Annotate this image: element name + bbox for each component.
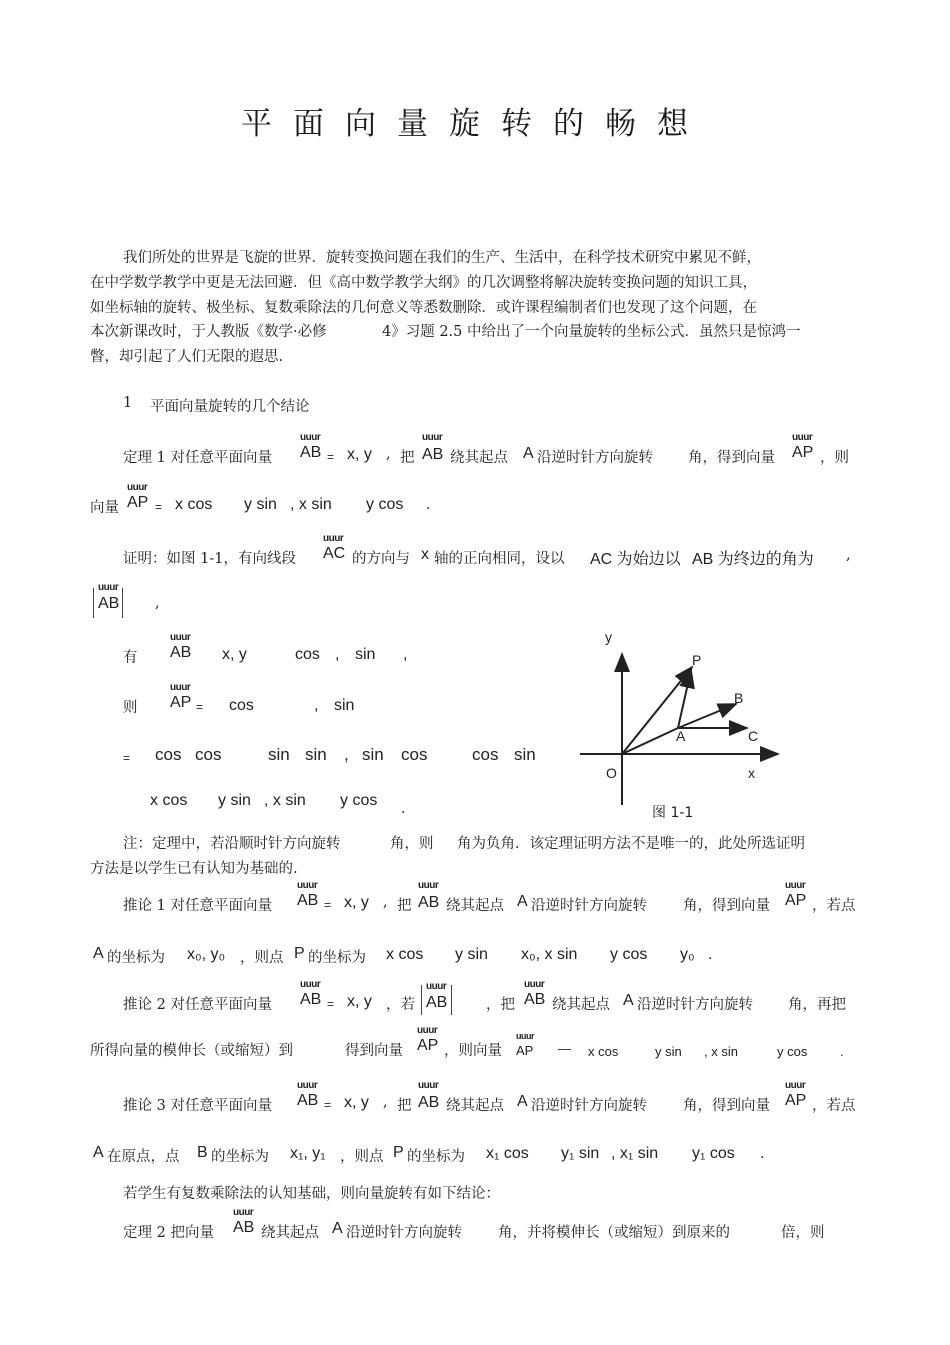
intro-line-4: 本次新课改时，于人教版《数学·必修 xyxy=(90,324,327,340)
comma: , xyxy=(846,547,851,563)
cor1-text: 绕其起点 xyxy=(446,898,504,914)
formula-term: , x₁ sin xyxy=(611,1145,659,1162)
vector-ap: AP xyxy=(785,892,807,909)
cor3-text: ，则点 xyxy=(340,1149,384,1165)
cor2-text: ，若 xyxy=(386,997,415,1013)
formula-term: cos xyxy=(472,745,499,764)
comma: , xyxy=(386,446,391,462)
formula-term: sin xyxy=(514,745,536,764)
label-p: P xyxy=(692,652,702,668)
vector-arrow-mark: uuur xyxy=(300,432,321,443)
period: . xyxy=(426,496,431,513)
figure-1-1 xyxy=(570,620,790,820)
period: . xyxy=(760,1145,765,1162)
intro-line-3: 如坐标轴的旋转、极坐标、复数乘除法的几何意义等悉数删除．或许课程编制者们也发现了这个问题，在 xyxy=(90,300,757,316)
formula-term: , x sin xyxy=(704,1044,738,1059)
cor3-text: 的坐标为 xyxy=(407,1149,465,1165)
point-p: P xyxy=(294,945,305,962)
abs-bar-left xyxy=(93,588,94,618)
formula-term: y cos xyxy=(610,946,648,963)
theorem2-text: 绕其起点 xyxy=(261,1225,319,1241)
vector-ab: AB xyxy=(233,1219,255,1236)
label-x: x xyxy=(748,765,755,781)
theorem1-label: 定理 1 对任意平面向量 xyxy=(123,450,272,466)
vector-ab: AB xyxy=(297,1092,319,1109)
vector-ap: AP xyxy=(127,494,149,511)
formula-term: cos xyxy=(401,745,428,764)
text-ze: 则 xyxy=(123,700,138,716)
proof-text: AC 为始边以 xyxy=(590,551,681,568)
vector-arrow-mark: uuur xyxy=(418,880,439,891)
formula-term: y sin xyxy=(655,1044,682,1059)
cor1-text: 的坐标为 xyxy=(107,950,165,966)
page-title: 平面向量旋转的畅想 xyxy=(241,106,709,142)
text-vector: 向量 xyxy=(90,500,119,516)
vector-ap: AP xyxy=(516,1043,534,1058)
comma: , xyxy=(155,595,160,611)
vector-ap-line xyxy=(678,670,691,728)
vector-arrow-mark: uuur xyxy=(426,981,447,992)
cor2-text: ，把 xyxy=(486,997,515,1013)
vector-arrow-mark: uuur xyxy=(127,482,148,493)
point-a: A xyxy=(517,893,528,910)
point-a: A xyxy=(623,992,634,1009)
label-y: y xyxy=(605,629,612,645)
cor3-text: 的坐标为 xyxy=(211,1149,269,1165)
theorem2-text: 倍，则 xyxy=(781,1225,825,1241)
equals-sign: = xyxy=(123,751,131,765)
note-text: 注：定理中，若沿顺时针方向旋转 xyxy=(123,836,341,852)
coord-xy: x, y xyxy=(347,446,372,463)
vector-ac: AC xyxy=(323,545,346,562)
intro-line-2: 在中学数学教学中更是无法回避．但《高中数学教学大纲》的几次调整将解决旋转变换问题的知识工具， xyxy=(90,275,757,291)
formula-term: , x sin xyxy=(264,792,306,809)
cor1-text: 沿逆时针方向旋转 xyxy=(531,898,647,914)
vector-oa xyxy=(622,728,678,754)
vector-ab: AB xyxy=(300,991,322,1008)
comma: , xyxy=(344,745,349,764)
section-title: 平面向量旋转的几个结论 xyxy=(150,399,310,415)
formula-term: y cos xyxy=(340,792,378,809)
vector-arrow-mark: uuur xyxy=(323,533,344,544)
vector-ab: AB xyxy=(170,644,192,661)
proof-text: AB 为终边的角为 xyxy=(692,551,814,568)
vector-ap: AP xyxy=(170,694,192,711)
equals-sign: = xyxy=(327,997,335,1011)
cor3-text: 绕其起点 xyxy=(446,1098,504,1114)
vector-arrow-mark: uuur xyxy=(516,1031,534,1041)
coord-xy: x, y xyxy=(344,894,369,911)
formula-term: x cos xyxy=(175,496,213,513)
theorem1-text: ，则 xyxy=(820,450,849,466)
formula-term: sin xyxy=(268,745,290,764)
cor3-text: 在原点，点 xyxy=(107,1149,180,1165)
equals-sign: = xyxy=(327,450,335,464)
cor3-text: ，若点 xyxy=(812,1098,856,1114)
formula-term: y₁ sin xyxy=(561,1145,600,1162)
vector-arrow-mark: uuur xyxy=(417,1025,438,1036)
vector-ab: AB xyxy=(426,994,448,1011)
formula-term: y₀ xyxy=(680,946,695,963)
cor1-label: 推论 1 对任意平面向量 xyxy=(123,898,272,914)
cor2-label: 推论 2 对任意平面向量 xyxy=(123,997,272,1013)
formula-term: cos xyxy=(155,745,182,764)
vector-arrow-mark: uuur xyxy=(785,880,806,891)
formula-term: , x sin xyxy=(290,496,332,513)
comma: , xyxy=(314,697,319,714)
label-c: C xyxy=(748,728,759,744)
coord-x1y1: x₁, y₁ xyxy=(290,1145,326,1162)
formula-term: cos xyxy=(295,646,320,663)
comma: , xyxy=(335,646,340,663)
theorem1-text: 角，得到向量 xyxy=(688,450,775,466)
vector-arrow-mark: uuur xyxy=(300,979,321,990)
cor3-label: 推论 3 对任意平面向量 xyxy=(123,1098,272,1114)
point-a: A xyxy=(93,945,104,962)
note-text: 角为负角．该定理证明方法不是唯一的，此处所选证明 xyxy=(457,836,805,852)
label-a: A xyxy=(676,728,686,744)
period: . xyxy=(708,946,713,963)
vector-arrow-mark: uuur xyxy=(170,682,191,693)
point-a: A xyxy=(93,1144,104,1161)
figure-caption: 图 1-1 xyxy=(652,805,694,821)
vector-ab: AB xyxy=(300,444,322,461)
cor2-text: 角，再把 xyxy=(788,997,846,1013)
coord-xy: x, y xyxy=(344,1094,369,1111)
vector-arrow-mark: uuur xyxy=(785,1080,806,1091)
formula-term: y sin xyxy=(455,946,488,963)
cor2-text: ，则向量 xyxy=(444,1043,502,1059)
vector-arrow-mark: uuur xyxy=(170,632,191,643)
cor3-text: 沿逆时针方向旋转 xyxy=(531,1098,647,1114)
text-ba: 把 xyxy=(400,450,415,466)
vector-ab-line xyxy=(678,704,736,728)
period: . xyxy=(840,1044,844,1059)
formula-term: y cos xyxy=(366,496,404,513)
formula-term: x cos xyxy=(588,1044,619,1059)
label-b: B xyxy=(734,690,744,706)
vector-ap: AP xyxy=(417,1037,439,1054)
vector-ap: AP xyxy=(792,444,814,461)
vector-ab: AB xyxy=(297,892,319,909)
equals-sign: = xyxy=(324,898,332,912)
formula-term: cos xyxy=(195,745,222,764)
vector-arrow-mark: uuur xyxy=(297,1080,318,1091)
vector-arrow-mark: uuur xyxy=(98,582,119,593)
point-p: P xyxy=(393,1144,404,1161)
comma: , xyxy=(383,894,388,910)
comma: , xyxy=(403,646,408,663)
formula-term: x cos xyxy=(150,792,188,809)
intro-line-1: 我们所处的世界是飞旋的世界．旋转变换问题在我们的生产、生活中，在科学技术研究中累见不鲜， xyxy=(123,250,761,266)
vector-arrow-mark: uuur xyxy=(792,432,813,443)
coord-x0y0: x₀, y₀ xyxy=(187,946,226,963)
complex-intro: 若学生有复数乘除法的认知基础，则向量旋转有如下结论： xyxy=(123,1186,500,1202)
theorem1-text: 绕其起点 xyxy=(450,450,508,466)
coord-xy: x, y xyxy=(222,646,247,663)
vector-ab: AB xyxy=(418,894,440,911)
equals-sign: = xyxy=(196,700,204,714)
cor2-text: 得到向量 xyxy=(345,1043,403,1059)
vector-arrow-mark: uuur xyxy=(297,880,318,891)
point-a: A xyxy=(523,445,534,462)
vector-ab: AB xyxy=(524,991,546,1008)
cor1-text: ，若点 xyxy=(812,898,856,914)
note-text: 方法是以学生已有认知为基础的. xyxy=(90,861,298,877)
point-a: A xyxy=(332,1220,343,1237)
vector-ab: AB xyxy=(98,595,120,612)
cor1-text: ，则点 xyxy=(240,950,284,966)
text-ba: 把 xyxy=(397,1098,412,1114)
text-you: 有 xyxy=(123,650,138,666)
theorem1-text: 沿逆时针方向旋转 xyxy=(537,450,653,466)
abs-bar-right xyxy=(122,588,123,618)
text-ba: 把 xyxy=(397,898,412,914)
coord-xy: x, y xyxy=(347,993,372,1010)
proof-text: 轴的正向相同，设以 xyxy=(434,551,565,567)
period: . xyxy=(401,800,406,817)
intro-line-5: 瞥，却引起了人们无限的遐思. xyxy=(90,349,284,365)
vector-ap: AP xyxy=(785,1092,807,1109)
formula-term: y sin xyxy=(218,792,251,809)
abs-bar-left xyxy=(421,985,422,1015)
vector-arrow-mark: uuur xyxy=(233,1207,254,1218)
point-a: A xyxy=(517,1093,528,1110)
cor3-text: 角，得到向量 xyxy=(683,1098,770,1114)
formula-term: x₀, x sin xyxy=(521,946,578,963)
section-number: 1 xyxy=(123,395,133,411)
formula-term: sin xyxy=(362,745,384,764)
cor2-text: 绕其起点 xyxy=(552,997,610,1013)
vector-ab: AB xyxy=(418,1094,440,1111)
vector-arrow-mark: uuur xyxy=(418,1080,439,1091)
point-b: B xyxy=(197,1144,208,1161)
intro-line-4b: 4》习题 2.5 中给出了一个向量旋转的坐标公式．虽然只是惊鸿一 xyxy=(382,324,801,340)
equals-sign: = xyxy=(155,500,163,514)
formula-term: x cos xyxy=(386,946,424,963)
comma: , xyxy=(383,1094,388,1110)
cor1-text: 角，得到向量 xyxy=(683,898,770,914)
formula-term: sin xyxy=(305,745,327,764)
theorem2-text: 角，并将模伸长（或缩短）到原来的 xyxy=(498,1225,730,1241)
formula-term: y₁ cos xyxy=(692,1145,735,1162)
theorem2-text: 沿逆时针方向旋转 xyxy=(346,1225,462,1241)
formula-term: y cos xyxy=(777,1044,808,1059)
formula-term: x₁ cos xyxy=(486,1145,529,1162)
proof-label: 证明：如图 1-1，有向线段 xyxy=(123,551,296,567)
abs-bar-right xyxy=(451,985,452,1015)
formula-term: sin xyxy=(355,646,376,663)
note-text: 角，则 xyxy=(390,836,434,852)
vector-arrow-mark: uuur xyxy=(422,432,443,443)
fraction-dash: — xyxy=(558,1041,571,1056)
theorem2-label: 定理 2 把向量 xyxy=(123,1225,214,1241)
cor2-text: 所得向量的模伸长（或缩短）到 xyxy=(90,1043,293,1059)
label-o: O xyxy=(606,765,617,781)
formula-term: sin xyxy=(334,697,355,714)
formula-term: cos xyxy=(229,697,254,714)
vector-ab: AB xyxy=(422,446,444,463)
equals-sign: = xyxy=(324,1098,332,1112)
vector-arrow-mark: uuur xyxy=(524,979,545,990)
axis-x: x xyxy=(421,546,429,563)
proof-text: 的方向与 xyxy=(352,551,410,567)
cor1-text: 的坐标为 xyxy=(308,950,366,966)
formula-term: y sin xyxy=(244,496,277,513)
cor2-text: 沿逆时针方向旋转 xyxy=(637,997,753,1013)
